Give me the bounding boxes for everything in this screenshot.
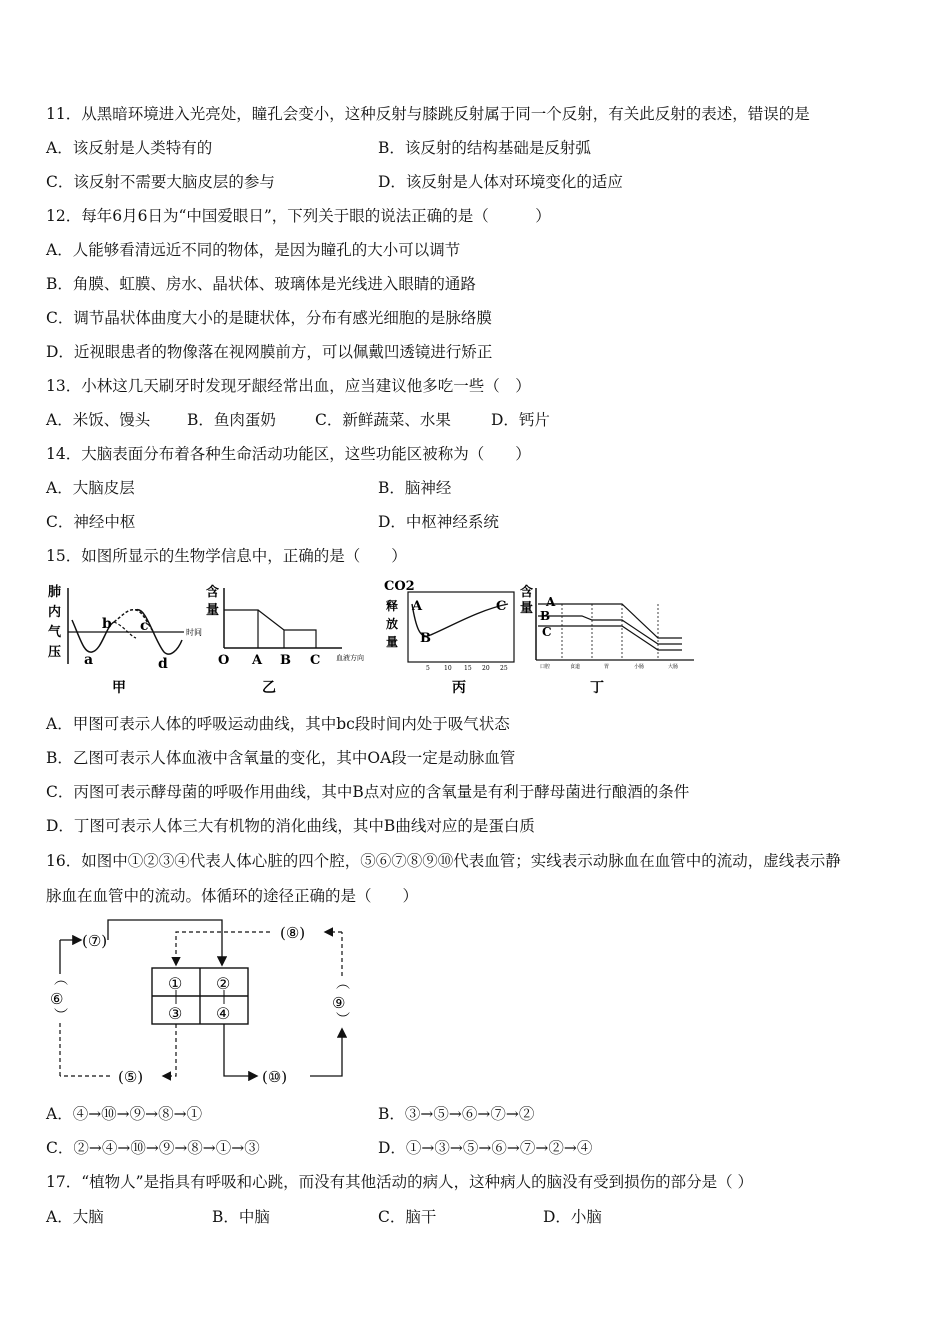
q12-stem: 12．每年6月6日为“中国爱眼日”，下列关于眼的说法正确的是（ ）	[46, 207, 551, 225]
q14-option-d: D．中枢神经系统	[378, 513, 499, 531]
ding-xtick-3: 胃	[604, 664, 610, 670]
q17-stem: 17．“植物人”是指具有呼吸和心跳，而没有其他活动的病人，这种病人的脑没有受到损伤的部分是（ ）	[46, 1173, 754, 1191]
vessel-9-paren-top: ︵	[336, 976, 350, 992]
yi-xlabel: 血液方向	[336, 654, 364, 662]
q12-option-d: D．近视眼患者的物像落在视网膜前方，可以佩戴凹透镜进行矫正	[46, 343, 493, 361]
q16-option-d: D．①→③→⑤→⑥→⑦→②→④	[378, 1139, 593, 1157]
jia-xlabel: 时间	[186, 628, 202, 637]
q16-option-c: C．②→④→⑩→⑨→⑧→①→③	[46, 1139, 260, 1157]
q12-option-a: A．人能够看清远近不同的物体，是因为瞳孔的大小可以调节	[46, 241, 461, 259]
jia-point-d: d	[158, 656, 168, 672]
ding-caption: 丁	[590, 680, 604, 696]
jia-point-a: a	[84, 652, 94, 668]
q14-option-a: A．大脑皮层	[46, 479, 135, 497]
q14-option-b: B．脑神经	[378, 479, 452, 497]
yi-bar-oa	[224, 610, 258, 648]
figure-ding	[518, 580, 700, 700]
jia-curve-dashed-2	[114, 622, 136, 638]
q14-option-c: C．神经中枢	[46, 513, 136, 531]
ding-xtick-5: 大肠	[668, 664, 679, 670]
q17-option-c: C．脑干	[378, 1208, 437, 1226]
yi-tick-o: O	[218, 653, 230, 668]
bing-ylabel-3: 量	[386, 635, 399, 649]
bing-xtick-15: 15	[464, 665, 472, 672]
q11-option-d: D．该反射是人体对环境变化的适应	[378, 173, 623, 191]
q17-option-b: B．中脑	[212, 1208, 270, 1226]
q16-stem-line1: 16．如图中①②③④代表人体心脏的四个腔，⑤⑥⑦⑧⑨⑩代表血管；实线表示动脉血在血管中的流动，虚线表示静	[46, 852, 841, 870]
chamber-3: ③	[168, 1004, 183, 1023]
bing-point-c: C	[496, 599, 507, 614]
q15-option-a: A．甲图可表示人体的呼吸运动曲线，其中bc段时间内处于吸气状态	[46, 715, 510, 733]
jia-ylabel-4: 压	[48, 645, 62, 660]
vessel-9-label: ⑨	[332, 994, 346, 1012]
bing-title: CO2	[384, 579, 415, 594]
yi-ylabel-2: 量	[206, 603, 220, 618]
q11-option-b: B．该反射的结构基础是反射弧	[378, 139, 591, 157]
ding-curve-b	[538, 616, 682, 644]
q11-option-c: C．该反射不需要大脑皮层的参与	[46, 173, 275, 191]
q13-stem: 13．小林这几天刷牙时发现牙龈经常出血，应当建议他多吃一些（ ）	[46, 377, 531, 395]
q17-option-a: A．大脑	[46, 1208, 104, 1226]
q15-stem: 15．如图所显示的生物学信息中，正确的是（ ）	[46, 547, 407, 565]
yi-tick-b: B	[280, 653, 291, 668]
chamber-1: ①	[168, 974, 183, 993]
bing-point-b: B	[420, 631, 431, 646]
heart-circulation-diagram	[40, 912, 370, 1092]
jia-ylabel-3: 气	[48, 625, 62, 640]
q11-option-a: A．该反射是人类特有的	[46, 139, 213, 157]
q17-option-d: D．小脑	[543, 1208, 602, 1226]
yi-tick-a: A	[252, 653, 263, 668]
ding-ylabel-2: 量	[520, 601, 534, 616]
vessel-10-label: (⑩)	[262, 1068, 288, 1086]
bing-xtick-5: 5	[426, 665, 430, 672]
chamber-4-to-10	[224, 1024, 256, 1076]
vessel-6-label: ⑥	[50, 990, 64, 1008]
q14-stem: 14．大脑表面分布着各种生命活动功能区，这些功能区被称为（ ）	[46, 445, 531, 463]
ding-label-b: B	[540, 609, 551, 623]
jia-ylabel-1: 肺	[48, 585, 62, 600]
ding-xtick-2: 食道	[570, 664, 581, 670]
q16-stem-line2: 脉血在血管中的流动。体循环的途径正确的是（ ）	[46, 887, 419, 905]
bing-point-a: A	[412, 599, 423, 614]
yi-slope-ab	[258, 610, 284, 630]
ding-label-a: A	[546, 595, 556, 609]
q12-option-c: C．调节晶状体曲度大小的是睫状体，分布有感光细胞的是脉络膜	[46, 309, 492, 327]
q13-option-a: A．米饭、馒头	[46, 411, 151, 429]
q16-option-a: A．④→⑩→⑨→⑧→①	[46, 1105, 203, 1123]
figure-bing	[382, 576, 522, 700]
ding-curve-a	[538, 604, 682, 638]
bing-xtick-20: 20	[482, 665, 490, 672]
bing-xtick-25: 25	[500, 665, 508, 672]
bing-ylabel-2: 放	[386, 617, 399, 631]
jia-point-c: c	[140, 618, 149, 634]
ding-xtick-4: 小肠	[634, 664, 645, 670]
vessel-6-paren-bottom: ︶	[54, 1008, 68, 1024]
jia-point-b: b	[102, 616, 112, 632]
jia-ylabel-2: 内	[48, 605, 62, 620]
vessel-9-paren-bottom: ︶	[336, 1012, 350, 1028]
vessel-7-label: (⑦)	[82, 932, 108, 950]
q11-stem: 11．从黑暗环境进入光亮处，瞳孔会变小，这种反射与膝跳反射属于同一个反射，有关此反射的表述，错误的是	[46, 105, 810, 123]
q15-option-b: B．乙图可表示人体血液中含氧量的变化，其中OA段一定是动脉血管	[46, 749, 516, 767]
q15-option-d: D．丁图可表示人体三大有机物的消化曲线，其中B曲线对应的是蛋白质	[46, 817, 535, 835]
yi-tick-c: C	[310, 653, 321, 668]
q13-option-c: C．新鲜蔬菜、水果	[315, 411, 451, 429]
vessel-8-label: (⑧)	[280, 924, 306, 942]
bing-ylabel-1: 释	[386, 599, 399, 613]
q12-option-b: B．角膜、虹膜、房水、晶状体、玻璃体是光线进入眼睛的通路	[46, 275, 476, 293]
bing-caption: 丙	[452, 680, 466, 696]
ding-xtick-1: 口腔	[540, 664, 551, 670]
vessel-7-to-chamber-2	[108, 920, 222, 964]
figure-yi	[204, 580, 364, 700]
q15-option-c: C．丙图可表示酵母菌的呼吸作用曲线，其中B点对应的含氧量是有利于酵母菌进行酿酒的条件	[46, 783, 690, 801]
vessel-10-to-9	[310, 1030, 342, 1076]
bing-xtick-10: 10	[444, 665, 452, 672]
q13-option-d: D．钙片	[491, 411, 550, 429]
ding-ylabel-1: 含	[520, 585, 534, 600]
yi-bar-bc	[284, 630, 316, 648]
vessel-5-label: (⑤)	[118, 1068, 144, 1086]
vessel-8-to-chamber-1	[176, 932, 270, 964]
chamber-4: ④	[216, 1004, 231, 1023]
vessel-6-paren-top: ︵	[54, 972, 68, 988]
ding-label-c: C	[542, 625, 552, 639]
chamber-3-to-5	[164, 1024, 176, 1076]
yi-ylabel-1: 含	[206, 585, 220, 600]
yi-caption: 乙	[262, 680, 276, 696]
figure-jia	[44, 580, 224, 700]
q16-option-b: B．③→⑤→⑥→⑦→②	[378, 1105, 535, 1123]
chamber-2: ②	[216, 974, 231, 993]
q13-option-b: B．鱼肉蛋奶	[187, 411, 276, 429]
jia-caption: 甲	[112, 680, 126, 696]
